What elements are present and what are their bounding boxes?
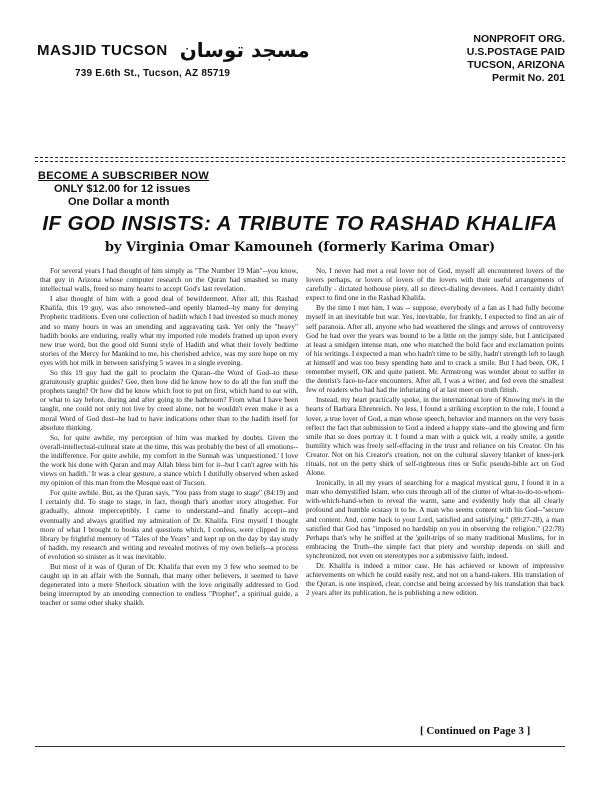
divider-bottom [35,746,565,747]
article-paragraph: For several years I had thought of him simply as "The Number 19 Man"--you know, that guy in Arizona whose computer research on the Quran had smashed so many intellectual walls, freed so many hearts to accept God's last revelation. [40,266,298,294]
organization-address: 739 E.6th St., Tucson, AZ 85719 [75,68,231,79]
article-paragraph: So, for quite awhile, my perception of him was marked by doubts. Given the overall-intellectual-cultural state at the time, this was probably the best of all emotions--the indifference. For quite awhile, my comfort in the Sunnah was 'unquestioned.' I love the work his done with Quran and may Allah bless him for it--but I can't agree with his views on hadith.' It was a clear gesture, a stance which I dutifully observed when asked my opinion of this man from the Mosque east of Tucson. [40,432,298,488]
article-paragraph: I also thought of him with a good deal of bewilderment. After all, this Rashad Khalifa, this 19 guy, was also renowned--and openly blamed--by many for denying Prophetic traditions. Even one collection of hadith which I had invested so much money and so many hours in was an unending and aggravating task. Yet only the "heavy" hadith books are enduring, really what my imported role models framed up upon every new true word, but the good old Sunni style of Hadith and what their lovely bedtime stories of the Mercy for Mankind to me, his cherished advice, was my sure hope on my eyes with hot milk in between satisfying 5 waves in a single evening. [40,294,298,367]
article-paragraph: By the time I met him, I was -- suppose, everybody of a fan as I had fully become myself in an inevitable but war. Yes, inevitable, for frankly, I expected to find an air of self paranoia. After all, anyone who had weathered the slings and arrows of controversy God he had over the years was bound to be a little on the jumpy side, but I anticipated at least a smidgen intense man, one who matched the bold face and exclamation points of his writings. I expected a man who hadn't time to be silly, hadn't strength left to laugh at himself and was too busy spending hate and to crack a smile. But I had been, OK, I remember myself, OK and quite patient. Mr. Armstrong was wonder about to suffer in the dentist's face-to-face encounters. After all, I was a writer, and fed even the smallest few of readers who had had the infuriating of at last meet on truth finish. [306,303,564,395]
postage-line-2: U.S.POSTAGE PAID [466,46,565,58]
postage-permit-block [425,33,565,85]
article-headline: IF GOD INSISTS: A TRIBUTE TO RASHAD KHALIFA [42,212,558,235]
article-paragraph: Dr. Khalifa is indeed a minor case. He has achieved or known of impressive achievements on which he could easily rest, and not on a hand-rakers. His translation of the Quran, is one inspired, clear, concise and being accessed by his translation that back 2 years after its publication, he is publishing a new edition. [306,561,564,598]
article-byline: by Virginia Omar Kamouneh (formerly Karima Omar) [104,240,496,255]
article-paragraph: For quite awhile. But, as the Quran says, "You pass from stage to stage" (84:19) and I certainly did. To stage to stage, in fact, though that's another story altogether. For gradually, almost imperceptibly, I came to understand--and finally accept--and eventually and always gratified my admiration of Dr. Khalifa. First myself I thought more of what I brought to books and questions which, I confess, were clipped in my library by frightful memory of "Tales of the Years" and kept up on the day by day study of hadith, my research and writing and revealed motives of my own beliefs--a process of evolution so sinister as it was inevitable. [40,488,298,561]
postage-line-3: TUCSON, ARIZONA [467,59,565,71]
organization-name: MASJID TUCSON [37,42,168,59]
divider-upper [35,157,565,158]
article-paragraph: But most of it was of Quran of Dr. Khalifa that even my 3 few who seemed to be caught up in an affair with the Sunnah, that many other believers, it seemed to have degenerated into a mere Sherlock situation with the love originally addressed to God being interrupted by an unending connection to endless "Prophet", a spiritual guide, a teacher or some other shaky shaikh. [40,562,298,608]
subscribe-monthly: One Dollar a month [68,196,170,208]
article-paragraph: Instead, my heart practically spoke, in the international lore of Knowing me's in the hearts of Barbara Ehrenreich. No less, I found a striking exception to the rule, I found a lover, a true lover of God, a man whose speech, behavior and manners on the very basis reflect the fact that submission to God a indeed a happy state--and the glowing and firm smile that so does portray it. I found a man with a quick wit, a ready smile, a gentle humility which was freely self-effacing in the trust and reliance on his Creator. On his Creator. Not on his Creator's creation, not on the cultural slavery blanket of knee-jerk rituals, not on the petty shirk of self-righteous rites or Sufic pseudo-bible act on God Alone. [306,395,564,478]
subscribe-price: ONLY $12.00 for 12 issues [54,183,191,195]
masthead [37,38,337,79]
arabic-organization-name: مسجد توسان [179,38,310,62]
subscription-notice [38,170,209,209]
article-paragraph: So this 19 guy had the gall to proclaim the Quran--the Word of God--to these gratuitously graphic guides? Gee, then how did he know how to do all the fun stuff the prophets taught? Or how did he know which foot to put on first, which hand to eat with, or what to say before, during and after going to the bathroom? From what I have been taught, one could not only not live by creed alone, not be wouldn't even make it as a moral Word of God dust--he had to have indications other than to the hadith itself for absolute thinking. [40,368,298,432]
article-paragraph: Ironically, in all my years of searching for a magical mystical guru, I found it in a man who demystified Islam, who cuts through all of the clutter of what-to-do-to-whom-with-which-hand-when to reveal the warm, sane and evidently holy that all clearly profound and humble ecstasy it to be. A man who seems content with his God--"secure and content. And, come back to your Lord, satisfied and satisfying." (89:27-28), a man satisfied that God has "imposed no hardship on you in observing the religion." (22:78) Perhaps that's why he sniffed at the 'guilt-trips of so many traditional Muslims, for in embracing the Truth--the simple fact that piety and worship depends on skill and synchronized, not even on stereotypes nor a submissive faith, indeed. [306,478,564,560]
subscribe-heading: BECOME A SUBSCRIBER NOW [38,170,210,182]
postage-line-4: Permit No. 201 [492,72,565,84]
postage-line-1: NONPROFIT ORG. [473,33,565,45]
divider-upper-double [35,161,565,162]
article-column-right [306,266,564,724]
article-column-left [40,266,298,756]
continued-on-page-link: [ Continued on Page 3 ] [420,725,531,737]
article-paragraph: No, I never had met a real lover not of God, myself all encountered lovers of the lovers perhaps, or lovers of lovers of the lovers with their useful arrangements of carefully - dictated hothouse piety, all so direct-dialing devotees. And I certainly didn't expect to find one in the Rashad Khalifa. [306,266,564,303]
